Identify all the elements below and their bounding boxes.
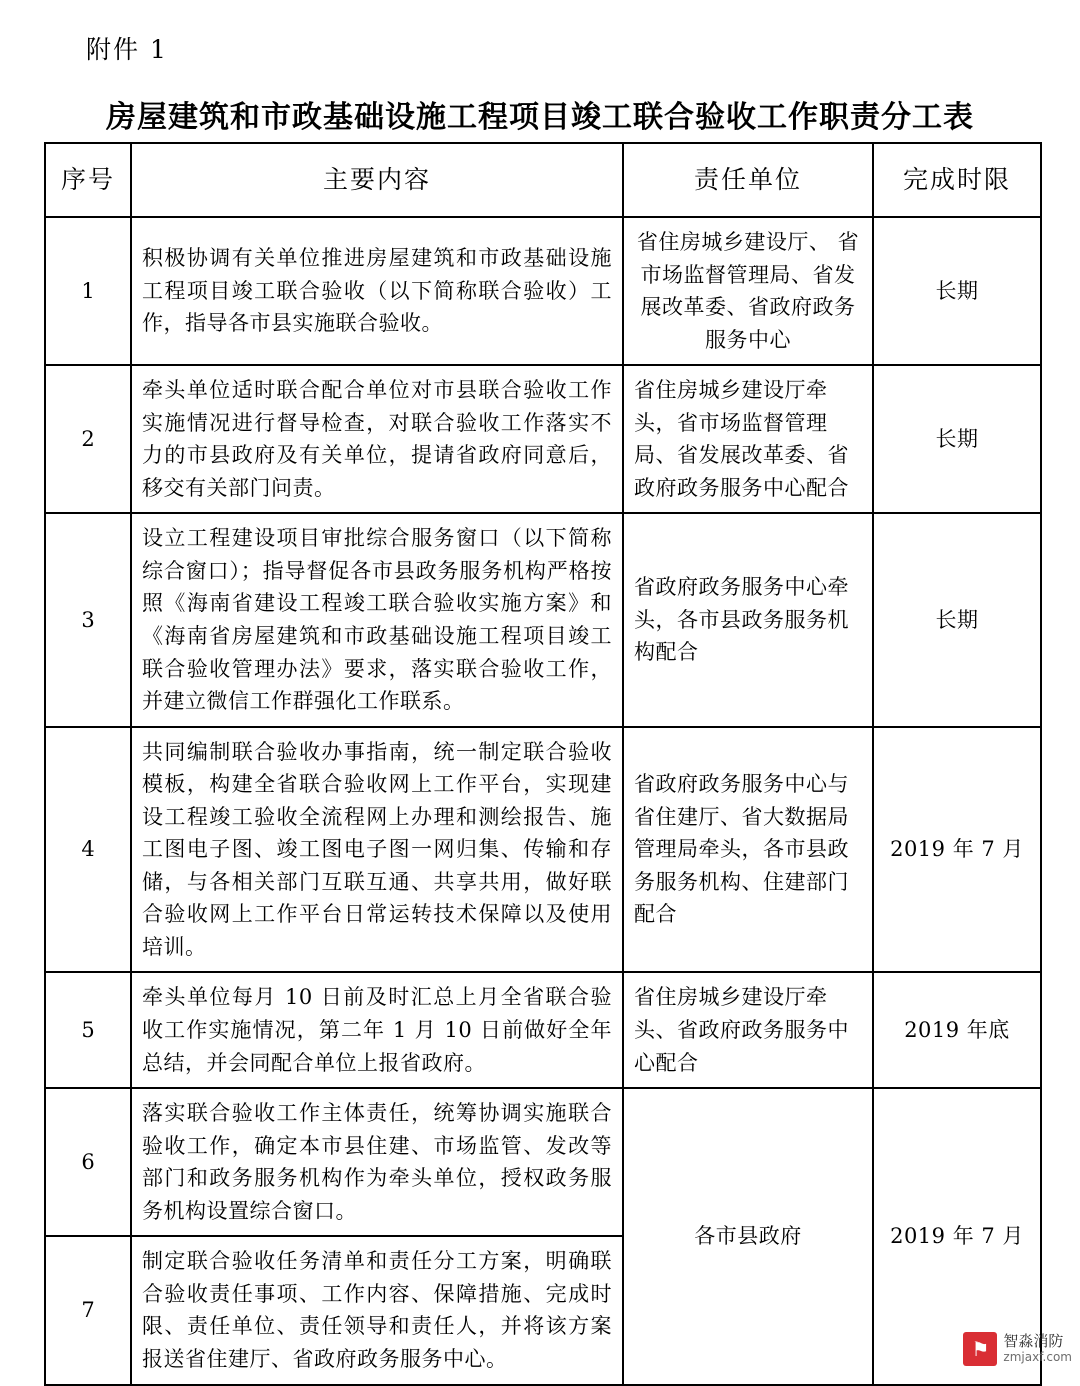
row-seq: 1: [45, 217, 131, 365]
row-content: 牵头单位适时联合配合单位对市县联合验收工作实施情况进行督导检查，对联合验收工作落实不力的市县政府及有关单位，提请省政府同意后，移交有关部门问责。: [131, 365, 623, 513]
row-content: 制定联合验收任务清单和责任分工方案，明确联合验收责任事项、工作内容、保障措施、完成时限、责任单位、责任领导和责任人，并将该方案报送省住建厅、省政府政务服务中心。: [131, 1236, 623, 1384]
watermark: [963, 1332, 1072, 1366]
row-content: 设立工程建设项目审批综合服务窗口（以下简称综合窗口）；指导督促各市县政务服务机构严格按照《海南省建设工程竣工联合验收实施方案》和《海南省房屋建筑和市政基础设施工程项目竣工联合验收管理办法》要求，落实联合验收工作，并建立微信工作群强化工作联系。: [131, 513, 623, 726]
table-row: [45, 513, 1041, 726]
column-header-seq: 序号: [45, 143, 131, 217]
row-deadline: 2019 年 7 月: [873, 727, 1041, 973]
table-header-row: [45, 143, 1041, 217]
table-row: [45, 1088, 1041, 1236]
table-row: [45, 972, 1041, 1088]
watermark-text: [1003, 1333, 1072, 1364]
row-unit: 省住房城乡建设厅、 省市场监督管理局、省发展改革委、省政府政务服务中心: [623, 217, 873, 365]
row-seq: 5: [45, 972, 131, 1088]
page-title: 房屋建筑和市政基础设施工程项目竣工联合验收工作职责分工表: [106, 100, 974, 135]
table-row: [45, 365, 1041, 513]
row-deadline: 长期: [873, 217, 1041, 365]
watermark-logo-icon: ⚑: [963, 1332, 997, 1366]
table-row: [45, 217, 1041, 365]
row-content: 落实联合验收工作主体责任，统筹协调实施联合验收工作，确定本市县住建、市场监管、发改等部门和政务服务机构作为牵头单位，授权政务服务机构设置综合窗口。: [131, 1088, 623, 1236]
row-seq: 2: [45, 365, 131, 513]
column-header-unit: 责任单位: [623, 143, 873, 217]
attachment-label: 附件 1: [86, 35, 168, 64]
row-seq: 4: [45, 727, 131, 973]
row-content: 牵头单位每月 10 日前及时汇总上月全省联合验收工作实施情况，第二年 1 月 10 日前做好全年总结，并会同配合单位上报省政府。: [131, 972, 623, 1088]
row-unit-merged: 各市县政府: [623, 1088, 873, 1384]
row-deadline-merged: 2019 年 7 月: [873, 1088, 1041, 1384]
row-unit: 省住房城乡建设厅牵头、省政府政务服务中心配合: [623, 972, 873, 1088]
row-deadline: 2019 年底: [873, 972, 1041, 1088]
column-header-content: 主要内容: [131, 143, 623, 217]
row-seq: 6: [45, 1088, 131, 1236]
row-deadline: 长期: [873, 365, 1041, 513]
responsibility-table: [44, 142, 1042, 1386]
watermark-title: 智淼消防: [1003, 1332, 1064, 1351]
row-unit: 省政府政务服务中心牵头，各市县政务服务机构配合: [623, 513, 873, 726]
row-seq: 7: [45, 1236, 131, 1384]
row-deadline: 长期: [873, 513, 1041, 726]
watermark-url: zmjaxf.com: [1003, 1349, 1072, 1364]
row-unit: 省政府政务服务中心与省住建厅、省大数据局管理局牵头，各市县政务服务机构、住建部门配合: [623, 727, 873, 973]
row-seq: 3: [45, 513, 131, 726]
table-row: [45, 727, 1041, 973]
column-header-deadline: 完成时限: [873, 143, 1041, 217]
row-content: 积极协调有关单位推进房屋建筑和市政基础设施工程项目竣工联合验收（以下简称联合验收）工作，指导各市县实施联合验收。: [131, 217, 623, 365]
row-content: 共同编制联合验收办事指南，统一制定联合验收模板，构建全省联合验收网上工作平台，实现建设工程竣工验收全流程网上办理和测绘报告、施工图电子图、竣工图电子图一网归集、传输和存储，与各相关部门互联互通、共享共用，做好联合验收网上工作平台日常运转技术保障以及使用培训。: [131, 727, 623, 973]
row-unit: 省住房城乡建设厅牵头，省市场监督管理局、省发展改革委、省政府政务服务中心配合: [623, 365, 873, 513]
